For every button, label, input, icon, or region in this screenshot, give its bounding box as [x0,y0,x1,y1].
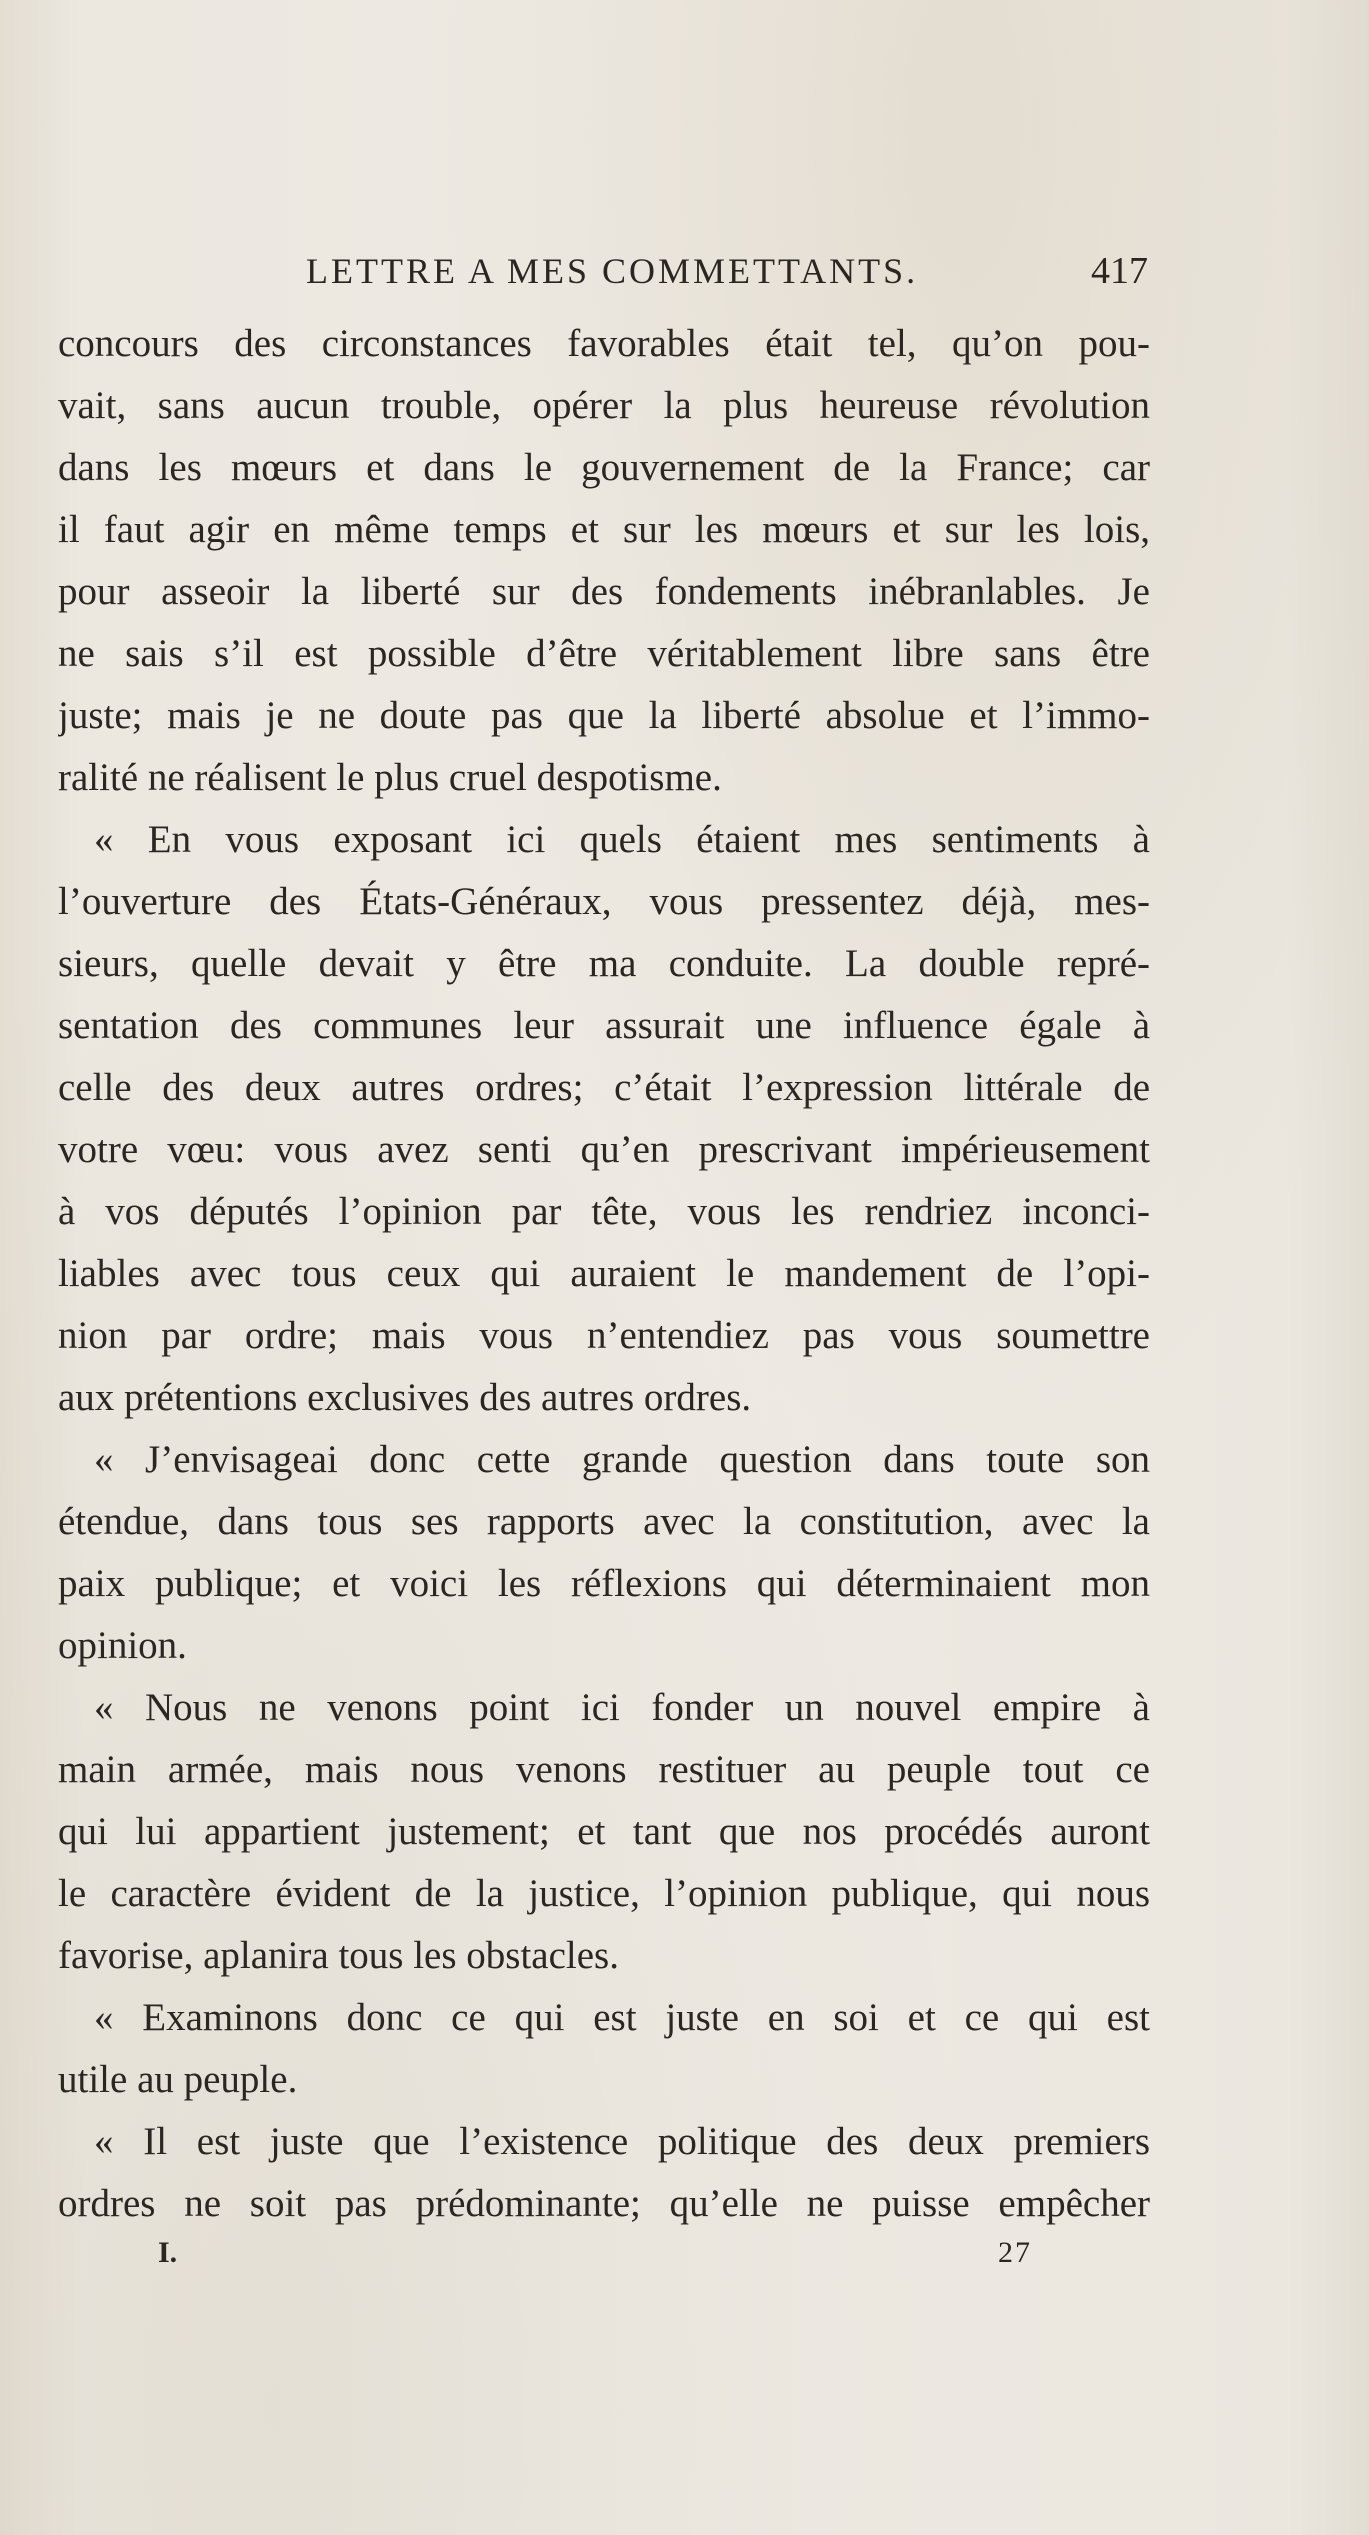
text-line: sentation des communes leur assurait une influence égale à [58,1004,1150,1047]
paragraph-start-line: « Examinons donc ce qui est juste en soi et ce qui est [94,1996,1150,2039]
page-number: 417 [1091,250,1148,292]
text-line: vait, sans aucun trouble, opérer la plus heureuse révolution [58,384,1150,427]
paragraph-start-line: « J’envisageai donc cette grande question dans toute son [94,1438,1150,1481]
text-line: ne sais s’il est possible d’être véritablement libre sans être [58,632,1150,675]
signature-mark: I. [158,2236,178,2269]
text-line: sieurs, quelle devait y être ma conduite. La double repré- [58,942,1150,985]
text-line: aux prétentions exclusives des autres ordres. [58,1376,752,1419]
body-text [58,313,1150,2235]
text-line: à vos députés l’opinion par tête, vous les rendriez inconci- [58,1190,1150,1233]
text-line: l’ouverture des États-Généraux, vous pressentez déjà, mes- [58,880,1150,923]
text-line: utile au peuple. [58,2058,298,2101]
text-line: concours des circonstances favorables était tel, qu’on pou- [58,322,1150,365]
text-line: ralité ne réalisent le plus cruel despotisme. [58,756,722,799]
text-line: votre vœu: vous avez senti qu’en prescrivant impérieusement [58,1128,1150,1171]
text-line: favorise, aplanira tous les obstacles. [58,1934,619,1977]
text-line: le caractère évident de la justice, l’opinion publique, qui nous [58,1872,1150,1915]
text-line: main armée, mais nous venons restituer au peuple tout ce [58,1748,1150,1791]
running-head [60,243,1148,299]
text-line: qui lui appartient justement; et tant que nos procédés auront [58,1810,1150,1853]
text-line: paix publique; et voici les réflexions qui déterminaient mon [58,1562,1150,1605]
text-line: opinion. [58,1624,187,1667]
text-line: celle des deux autres ordres; c’était l’expression littérale de [58,1066,1150,1109]
text-line: dans les mœurs et dans le gouvernement de la France; car [58,446,1150,489]
text-line: étendue, dans tous ses rapports avec la constitution, avec la [58,1500,1150,1543]
text-line: nion par ordre; mais vous n’entendiez pas vous soumettre [58,1314,1150,1357]
paragraph-start-line: « Il est juste que l’existence politique des deux premiers [94,2120,1150,2163]
text-line: pour asseoir la liberté sur des fondements inébranlables. Je [58,570,1150,613]
running-title: LETTRE A MES COMMETTANTS. [306,251,919,291]
paragraph-start-line: « Nous ne venons point ici fonder un nouvel empire à [94,1686,1150,1729]
text-line: juste; mais je ne doute pas que la liberté absolue et l’immo- [58,694,1150,737]
text-line: il faut agir en même temps et sur les mœurs et sur les lois, [58,508,1150,551]
sheet-number: 27 [998,2236,1032,2269]
paragraph-start-line: « En vous exposant ici quels étaient mes sentiments à [94,818,1150,861]
text-line: ordres ne soit pas prédominante; qu’elle ne puisse empêcher [58,2182,1150,2225]
page-footer [60,2228,1148,2278]
text-line: liables avec tous ceux qui auraient le mandement de l’opi- [58,1252,1150,1295]
